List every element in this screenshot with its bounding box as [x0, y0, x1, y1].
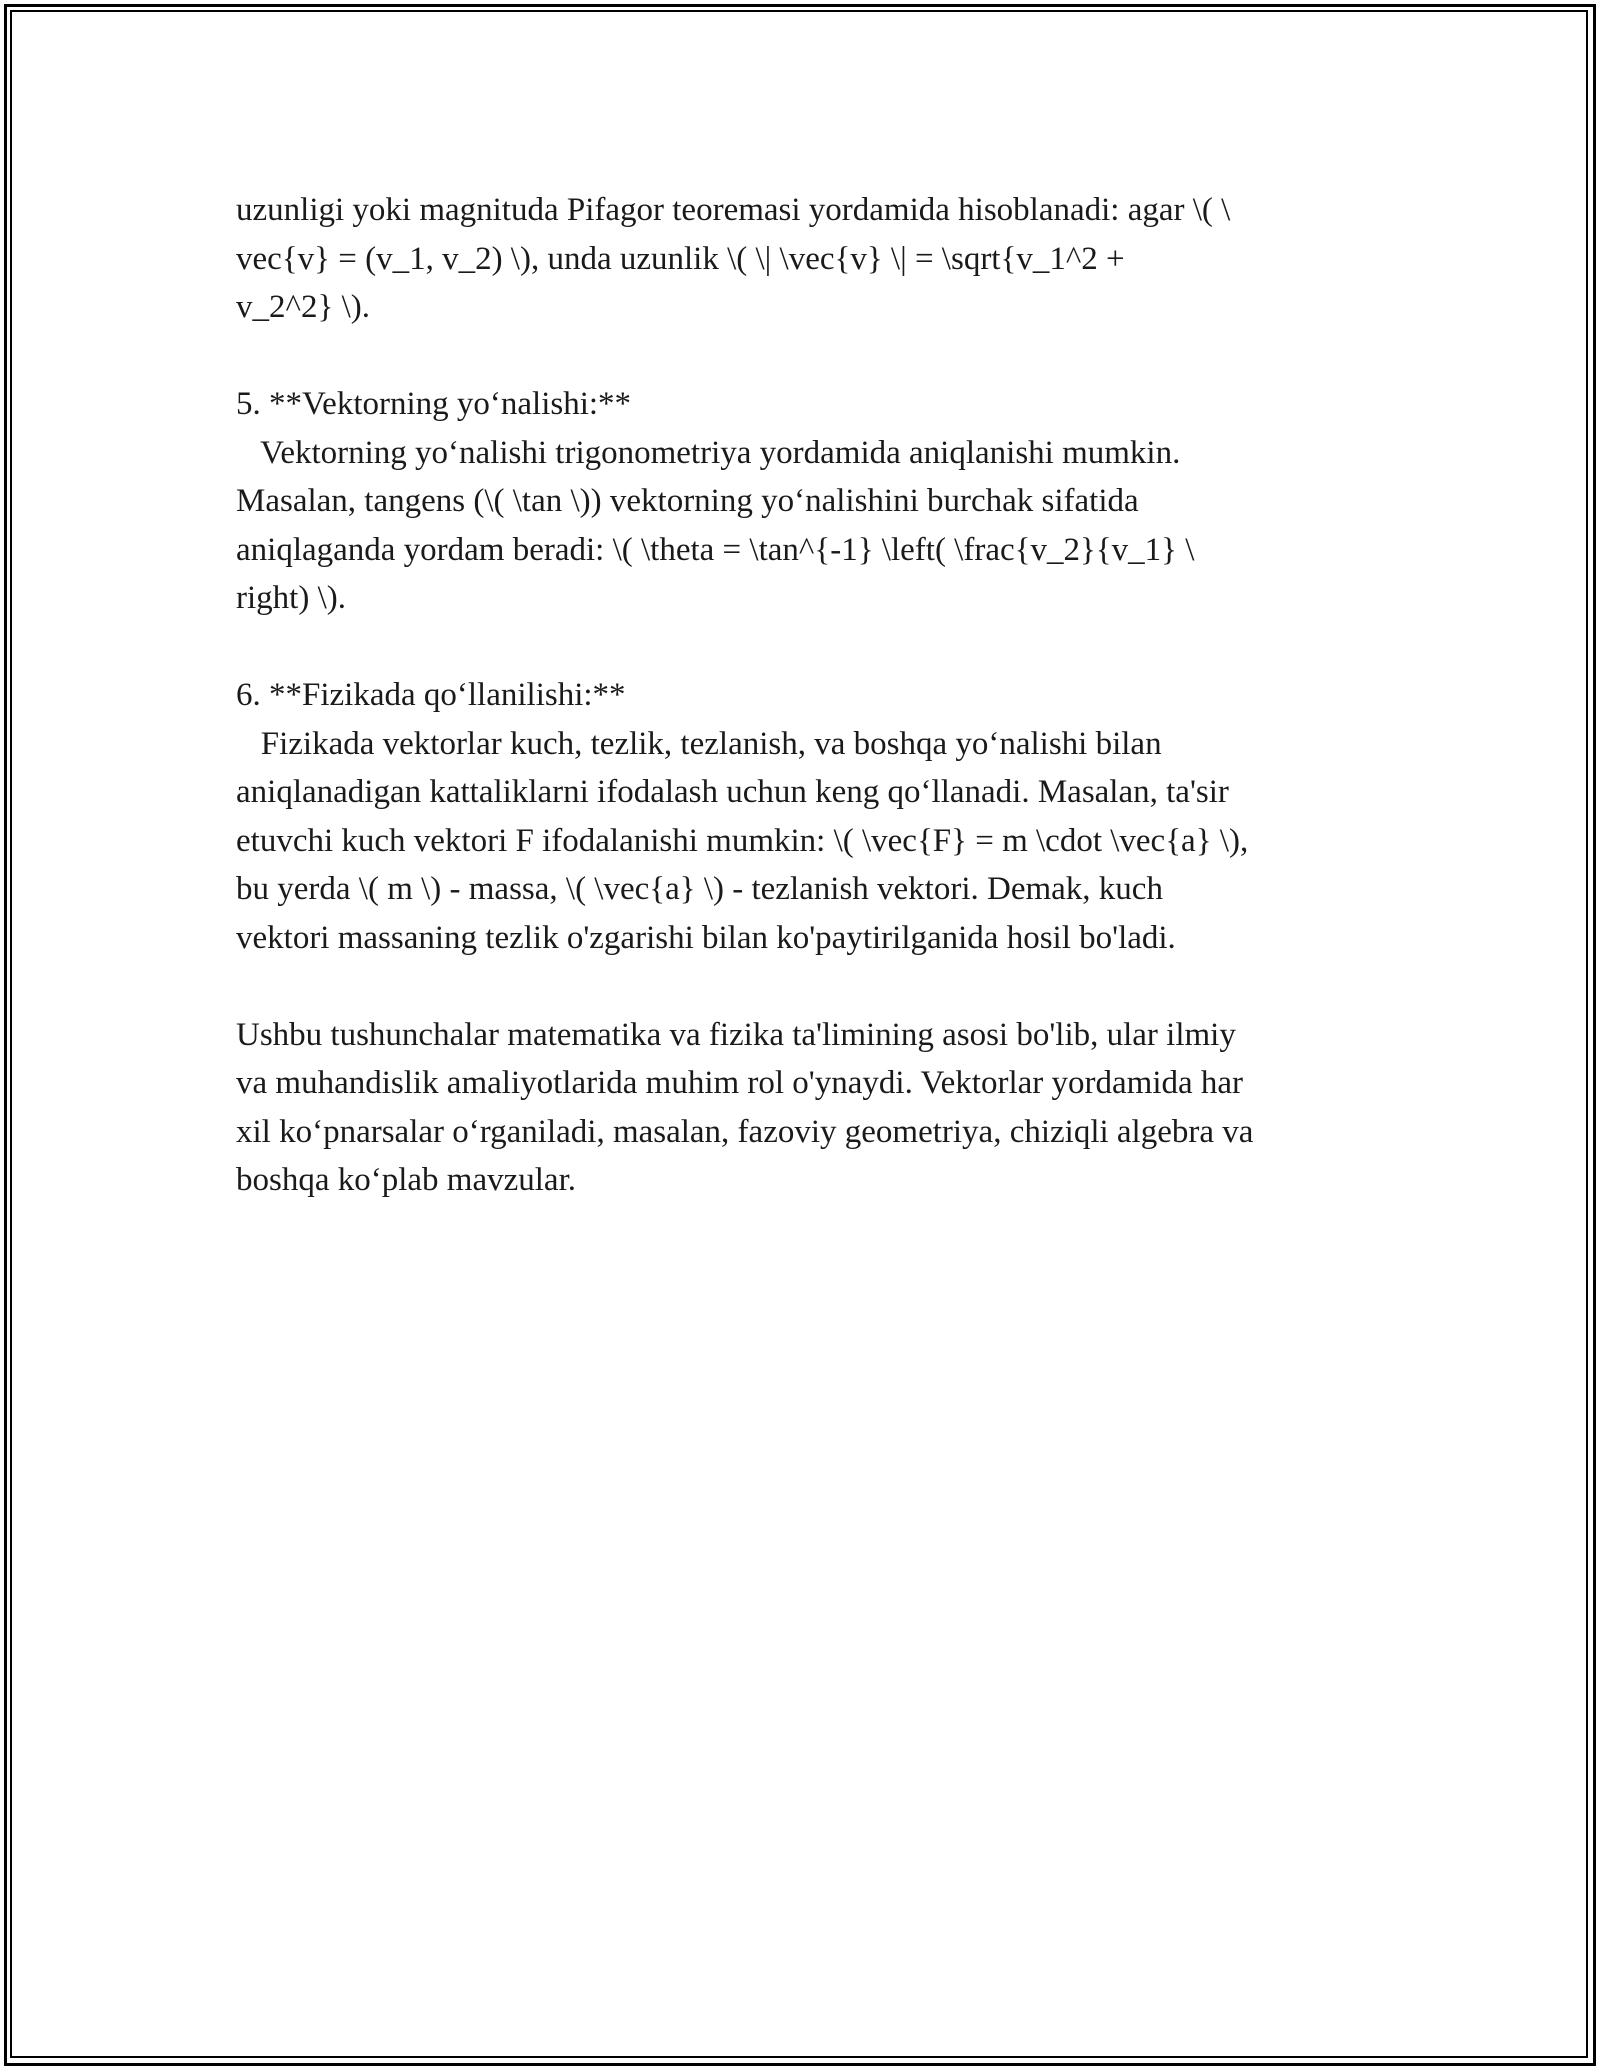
text-line: bu yerda \( m \) - massa, \( \vec{a} \) - tezlanish vektori. Demak, kuch — [236, 871, 1163, 907]
text-line: right) \). — [236, 580, 346, 616]
text-line: v_2^2} \). — [236, 289, 370, 325]
text-line: Fizikada vektorlar kuch, tezlik, tezlanish, va boshqa yo‘nalishi bilan — [236, 725, 1162, 762]
text-line: boshqa ko‘plab mavzular. — [236, 1162, 576, 1198]
paragraph-gap — [236, 623, 1376, 672]
section-5 — [236, 380, 1376, 623]
conclusion-paragraph — [236, 1011, 1376, 1205]
paragraph-gap — [236, 332, 1376, 381]
section-6 — [236, 671, 1376, 962]
text-line: Masalan, tangens (\( \tan \)) vektorning yo‘nalishini burchak sifatida — [236, 483, 1139, 519]
text-line: Vektorning yo‘nalishi trigonometriya yordamida aniqlanishi mumkin. — [236, 434, 1181, 471]
intro-paragraph — [236, 186, 1376, 332]
section-heading: 6. **Fizikada qo‘llanilishi:** — [236, 677, 626, 713]
text-line: xil ko‘pnarsalar o‘rganiladi, masalan, fazoviy geometriya, chiziqli algebra va — [236, 1113, 1254, 1150]
text-line: Ushbu tushunchalar matematika va fizika ta'limining asosi bo'lib, ular ilmiy — [236, 1016, 1236, 1053]
text-line: vec{v} = (v_1, v_2) \), unda uzunlik \( \| \vec{v} \| = \sqrt{v_1^2 + — [236, 240, 1125, 277]
text-line: etuvchi kuch vektori F ifodalanishi mumkin: \( \vec{F} = m \cdot \vec{a} \), — [236, 822, 1249, 859]
text-line: va muhandislik amaliyotlarida muhim rol o'ynaydi. Vektorlar yordamida har — [236, 1065, 1244, 1101]
text-line: uzunligi yoki magnituda Pifagor teoremasi yordamida hisoblanadi: agar \( \ — [236, 192, 1231, 228]
text-line: aniqlaganda yordam beradi: \( \theta = \tan^{-1} \left( \frac{v_2}{v_1} \ — [236, 531, 1195, 568]
paragraph-gap — [236, 962, 1376, 1011]
text-line: vektori massaning tezlik o'zgarishi bilan ko'paytirilganida hosil bo'ladi. — [236, 919, 1176, 956]
section-heading: 5. **Vektorning yo‘nalishi:** — [236, 386, 632, 422]
document-body — [236, 186, 1376, 1205]
text-line: aniqlanadigan kattaliklarni ifodalash uchun keng qo‘llanadi. Masalan, ta'sir — [236, 774, 1229, 810]
